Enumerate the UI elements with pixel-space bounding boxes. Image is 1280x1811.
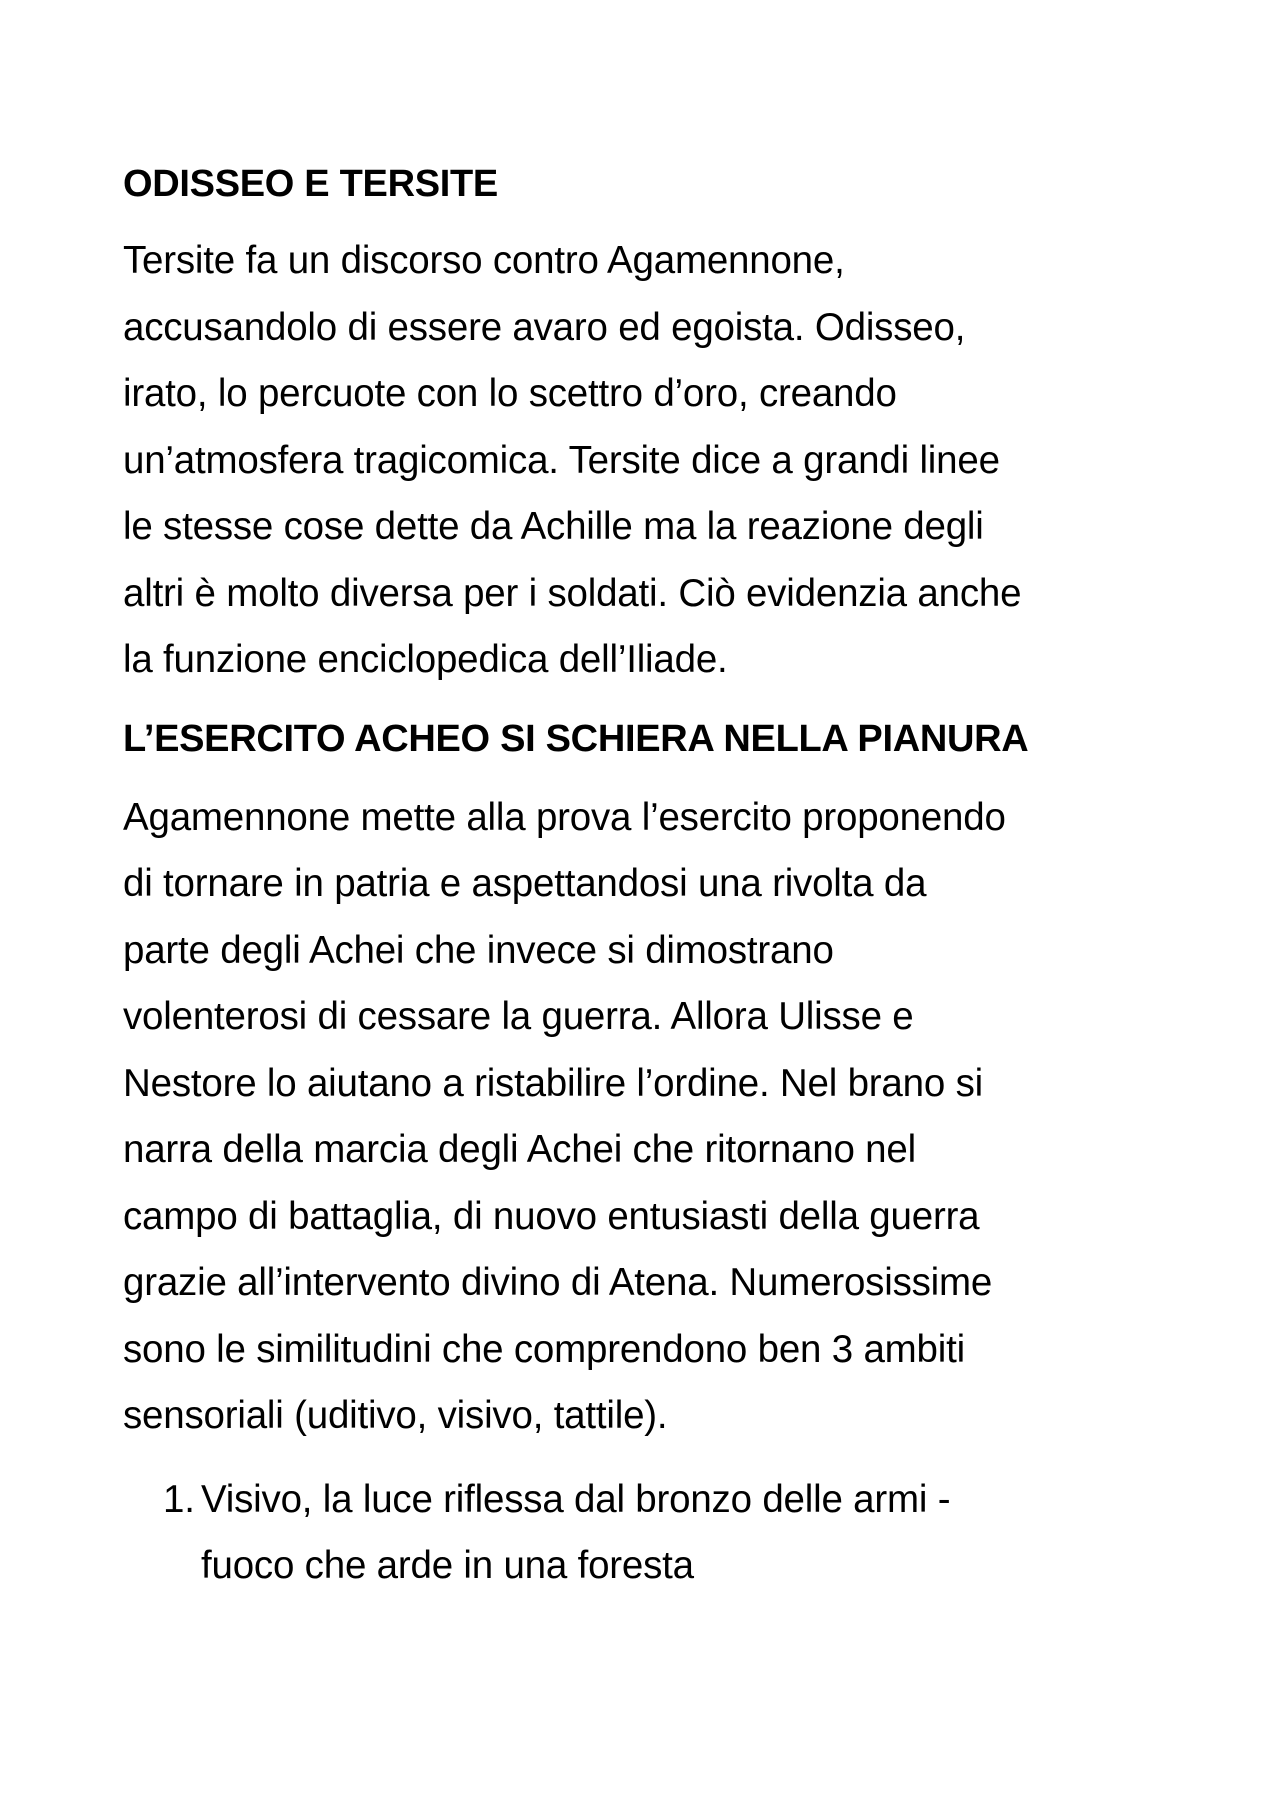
list-item-line: fuoco che arde in una foresta — [201, 1544, 694, 1587]
paragraph-line: campo di battaglia, di nuovo entusiasti della guerra — [123, 1194, 980, 1238]
paragraph-line: un’atmosfera tragicomica. Tersite dice a grandi linee — [123, 438, 1000, 482]
paragraph-line: irato, lo percuote con lo scettro d’oro, creando — [123, 372, 897, 415]
paragraph-line: altri è molto diversa per i soldati. Ciò evidenzia anche — [123, 571, 1022, 615]
list-item-number: 1. — [163, 1477, 195, 1521]
numbered-list — [123, 1467, 1183, 1600]
paragraph-line: Tersite fa un discorso contro Agamennone, — [123, 239, 845, 282]
section-heading-odisseo-tersite: ODISSEO E TERSITE — [123, 163, 498, 205]
paragraph-odisseo-tersite — [123, 228, 1183, 694]
paragraph-line: grazie all’intervento divino di Atena. Numerosissime — [123, 1261, 993, 1304]
paragraph-line: le stesse cose dette da Achille ma la reazione degli — [123, 505, 984, 548]
paragraph-line: la funzione enciclopedica dell’Iliade. — [123, 638, 728, 681]
paragraph-line: narra della marcia degli Achei che ritornano nel — [123, 1128, 916, 1171]
paragraph-line: Nestore lo aiutano a ristabilire l’ordine. Nel brano si — [123, 1061, 983, 1105]
section-heading-esercito-acheo: L’ESERCITO ACHEO SI SCHIERA NELLA PIANURA — [123, 717, 1029, 760]
paragraph-line: sensoriali (uditivo, visivo, tattile). — [123, 1394, 668, 1437]
paragraph-line: parte degli Achei che invece si dimostrano — [123, 928, 834, 972]
paragraph-line: volenterosi di cessare la guerra. Allora Ulisse e — [123, 995, 914, 1038]
paragraph-line: di tornare in patria e aspettandosi una rivolta da — [123, 862, 927, 905]
document-page — [123, 160, 1183, 1600]
list-item — [123, 1467, 1183, 1600]
paragraph-line: sono le similitudini che comprendono ben 3 ambiti — [123, 1327, 965, 1371]
list-item-line: Visivo, la luce riflessa dal bronzo delle armi - — [201, 1477, 951, 1521]
paragraph-esercito-acheo — [123, 785, 1183, 1450]
paragraph-line: Agamennone mette alla prova l’esercito proponendo — [123, 795, 1006, 839]
paragraph-line: accusandolo di essere avaro ed egoista. Odisseo, — [123, 305, 966, 349]
